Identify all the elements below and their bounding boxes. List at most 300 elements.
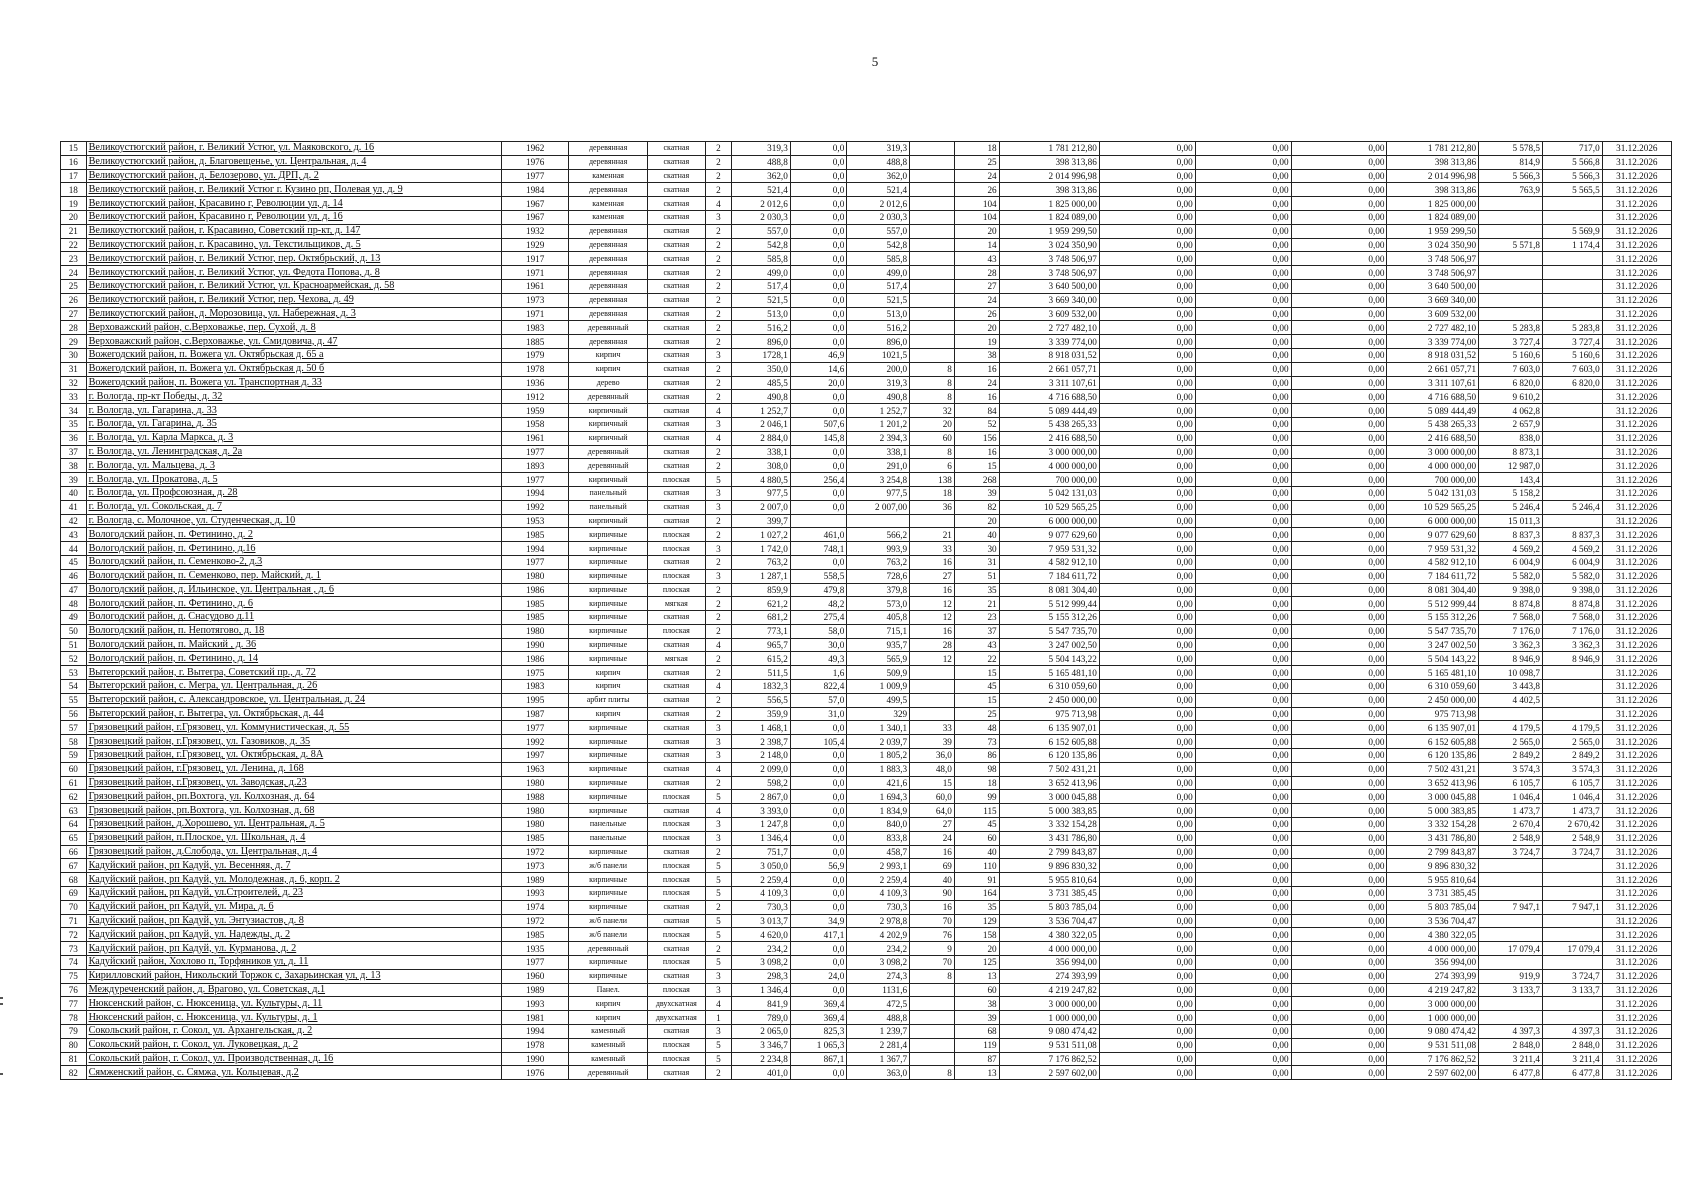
residents-count-cell: 27 [954, 279, 999, 293]
cost-per-sqm-cell: 7 603,0 [1479, 362, 1543, 376]
wall-material-cell: кирпичный [569, 404, 648, 418]
total-area-cell: 841,9 [732, 997, 791, 1011]
residential-area-cell: 2 007,00 [847, 500, 910, 514]
completion-date-cell: 31.12.2026 [1602, 942, 1671, 956]
completion-date-cell: 31.12.2026 [1602, 1052, 1671, 1066]
year-built-cell: 1985 [502, 597, 569, 611]
table-row [61, 431, 1672, 445]
residential-area-cell: 585,8 [847, 252, 910, 266]
local-funds-cell: 0,00 [1291, 142, 1387, 156]
residential-area-cell: 935,7 [847, 638, 910, 652]
floors-cell: 1 [705, 1011, 732, 1025]
floors-cell: 2 [705, 266, 732, 280]
total-area-cell: 488,8 [732, 155, 791, 169]
local-funds-cell: 0,00 [1291, 831, 1387, 845]
address-cell: Великоустюгский район, г. Великий Устюг г. Кузино рп, Полевая ул, д. 9 [86, 183, 502, 197]
residents-count-cell: 158 [954, 928, 999, 942]
year-built-cell: 1983 [502, 321, 569, 335]
row-number-cell: 22 [61, 238, 87, 252]
year-built-cell: 1989 [502, 873, 569, 887]
wall-material-cell: кирпич [569, 997, 648, 1011]
address-cell: Кадуйский район, рп Кадуй, ул. Энтузиастов, д. 8 [86, 914, 502, 928]
completion-date-cell: 31.12.2026 [1602, 900, 1671, 914]
total-cost-cell: 3 000 000,00 [999, 997, 1099, 1011]
cost-per-sqm-cell: 5 582,0 [1479, 569, 1543, 583]
roof-type-cell: плоская [648, 624, 706, 638]
completion-date-cell: 31.12.2026 [1602, 693, 1671, 707]
wall-material-cell: кирпичные [569, 969, 648, 983]
residents-count-cell: 98 [954, 762, 999, 776]
nonresidential-area-cell: 0,0 [790, 183, 846, 197]
roof-type-cell: скатная [648, 321, 706, 335]
owners-funds-cell: 3 332 154,28 [1387, 818, 1479, 832]
roof-type-cell: плоская [648, 542, 706, 556]
local-funds-cell: 0,00 [1291, 818, 1387, 832]
year-built-cell: 1961 [502, 431, 569, 445]
cost-per-sqm-cell: 8 946,9 [1479, 652, 1543, 666]
cost-per-sqm-cell: 4 402,5 [1479, 693, 1543, 707]
limit-cost-per-sqm-cell [1543, 928, 1603, 942]
nonresidential-area-cell [790, 514, 846, 528]
owners-funds-cell: 356 994,00 [1387, 956, 1479, 970]
residents-count-cell: 35 [954, 900, 999, 914]
regional-funds-cell: 0,00 [1195, 555, 1291, 569]
limit-cost-per-sqm-cell [1543, 859, 1603, 873]
local-funds-cell: 0,00 [1291, 735, 1387, 749]
address-cell: Грязовецкий район, д.Слобода, ул. Центральная, д. 4 [86, 845, 502, 859]
completion-date-cell: 31.12.2026 [1602, 804, 1671, 818]
total-area-cell: 2 065,0 [732, 1025, 791, 1039]
completion-date-cell: 31.12.2026 [1602, 142, 1671, 156]
cost-per-sqm-cell: 10 098,7 [1479, 666, 1543, 680]
residential-area-cell: 513,0 [847, 307, 910, 321]
local-funds-cell: 0,00 [1291, 542, 1387, 556]
year-built-cell: 1985 [502, 611, 569, 625]
completion-date-cell: 31.12.2026 [1602, 542, 1671, 556]
residential-area-cell: 1 340,1 [847, 721, 910, 735]
local-funds-cell: 0,00 [1291, 569, 1387, 583]
table-row [61, 528, 1672, 542]
floors-cell: 3 [705, 735, 732, 749]
federal-funds-cell: 0,00 [1099, 486, 1195, 500]
limit-cost-per-sqm-cell [1543, 887, 1603, 901]
owners-funds-cell: 3 339 774,00 [1387, 335, 1479, 349]
completion-date-cell: 31.12.2026 [1602, 831, 1671, 845]
regional-funds-cell: 0,00 [1195, 597, 1291, 611]
residential-area-cell: 499,0 [847, 266, 910, 280]
cost-per-sqm-cell: 6 820,0 [1479, 376, 1543, 390]
roof-type-cell: скатная [648, 142, 706, 156]
year-built-cell: 1992 [502, 500, 569, 514]
nonresidential-area-cell: 58,0 [790, 624, 846, 638]
limit-cost-per-sqm-cell [1543, 486, 1603, 500]
table-row [61, 569, 1672, 583]
federal-funds-cell: 0,00 [1099, 142, 1195, 156]
limit-cost-per-sqm-cell [1543, 445, 1603, 459]
roof-type-cell: плоская [648, 818, 706, 832]
total-area-cell: 517,4 [732, 279, 791, 293]
address-cell: Великоустюгский район, г. Великий Устюг, пер. Октябрьский, д. 13 [86, 252, 502, 266]
regional-funds-cell: 0,00 [1195, 1066, 1291, 1080]
table-row [61, 348, 1672, 362]
apartments-count-cell: 33 [910, 721, 955, 735]
owners-funds-cell: 5 089 444,49 [1387, 404, 1479, 418]
roof-type-cell: мягкая [648, 652, 706, 666]
apartments-count-cell [910, 1011, 955, 1025]
row-number-cell: 58 [61, 735, 87, 749]
federal-funds-cell: 0,00 [1099, 169, 1195, 183]
limit-cost-per-sqm-cell: 3 724,7 [1543, 969, 1603, 983]
cost-per-sqm-cell [1479, 266, 1543, 280]
roof-type-cell: скатная [648, 721, 706, 735]
owners-funds-cell: 4 000 000,00 [1387, 459, 1479, 473]
nonresidential-area-cell: 0,0 [790, 1066, 846, 1080]
regional-funds-cell: 0,00 [1195, 749, 1291, 763]
address-cell: г. Вологда, ул. Карла Маркса, д. 3 [86, 431, 502, 445]
regional-funds-cell: 0,00 [1195, 624, 1291, 638]
row-number-cell: 56 [61, 707, 87, 721]
total-cost-cell: 2 597 602,00 [999, 1066, 1099, 1080]
total-area-cell: 319,3 [732, 142, 791, 156]
wall-material-cell: панельный [569, 500, 648, 514]
completion-date-cell: 31.12.2026 [1602, 735, 1671, 749]
row-number-cell: 49 [61, 611, 87, 625]
total-cost-cell: 3 311 107,61 [999, 376, 1099, 390]
total-cost-cell: 2 727 482,10 [999, 321, 1099, 335]
completion-date-cell: 31.12.2026 [1602, 597, 1671, 611]
federal-funds-cell: 0,00 [1099, 693, 1195, 707]
row-number-cell: 44 [61, 542, 87, 556]
apartments-count-cell: 12 [910, 597, 955, 611]
year-built-cell: 1953 [502, 514, 569, 528]
local-funds-cell: 0,00 [1291, 611, 1387, 625]
floors-cell: 4 [705, 762, 732, 776]
owners-funds-cell: 7 959 531,32 [1387, 542, 1479, 556]
year-built-cell: 1978 [502, 362, 569, 376]
row-number-cell: 30 [61, 348, 87, 362]
completion-date-cell: 31.12.2026 [1602, 197, 1671, 211]
completion-date-cell: 31.12.2026 [1602, 390, 1671, 404]
regional-funds-cell: 0,00 [1195, 956, 1291, 970]
limit-cost-per-sqm-cell [1543, 956, 1603, 970]
regional-funds-cell: 0,00 [1195, 583, 1291, 597]
wall-material-cell: ж/б панели [569, 928, 648, 942]
apartments-count-cell: 32 [910, 404, 955, 418]
regional-funds-cell: 0,00 [1195, 859, 1291, 873]
residential-area-cell: 840,0 [847, 818, 910, 832]
table-row [61, 873, 1672, 887]
total-area-cell: 1 287,1 [732, 569, 791, 583]
nonresidential-area-cell: 57,0 [790, 693, 846, 707]
row-number-cell: 62 [61, 790, 87, 804]
regional-funds-cell: 0,00 [1195, 707, 1291, 721]
regional-funds-cell: 0,00 [1195, 514, 1291, 528]
wall-material-cell: кирпичные [569, 762, 648, 776]
table-row [61, 500, 1672, 514]
roof-type-cell: скатная [648, 914, 706, 928]
wall-material-cell: кирпичные [569, 735, 648, 749]
address-cell: Великоустюгский район, д. Белозерово, ул. ДРП, д. 2 [86, 169, 502, 183]
limit-cost-per-sqm-cell: 5 565,5 [1543, 183, 1603, 197]
federal-funds-cell: 0,00 [1099, 666, 1195, 680]
cost-per-sqm-cell: 8 837,3 [1479, 528, 1543, 542]
total-area-cell: 499,0 [732, 266, 791, 280]
total-area-cell: 615,2 [732, 652, 791, 666]
row-number-cell: 66 [61, 845, 87, 859]
table-row [61, 845, 1672, 859]
year-built-cell: 1885 [502, 335, 569, 349]
local-funds-cell: 0,00 [1291, 983, 1387, 997]
owners-funds-cell: 2 661 057,71 [1387, 362, 1479, 376]
regional-funds-cell: 0,00 [1195, 321, 1291, 335]
local-funds-cell: 0,00 [1291, 528, 1387, 542]
local-funds-cell: 0,00 [1291, 956, 1387, 970]
owners-funds-cell: 2 727 482,10 [1387, 321, 1479, 335]
residents-count-cell: 52 [954, 417, 999, 431]
local-funds-cell: 0,00 [1291, 266, 1387, 280]
owners-funds-cell: 5 165 481,10 [1387, 666, 1479, 680]
apartments-count-cell [910, 348, 955, 362]
limit-cost-per-sqm-cell: 3 362,3 [1543, 638, 1603, 652]
wall-material-cell: кирпич [569, 1011, 648, 1025]
nonresidential-area-cell: 0,0 [790, 142, 846, 156]
total-area-cell: 308,0 [732, 459, 791, 473]
limit-cost-per-sqm-cell: 7 603,0 [1543, 362, 1603, 376]
floors-cell: 3 [705, 721, 732, 735]
completion-date-cell: 31.12.2026 [1602, 183, 1671, 197]
federal-funds-cell: 0,00 [1099, 348, 1195, 362]
nonresidential-area-cell: 479,8 [790, 583, 846, 597]
apartments-count-cell: 70 [910, 914, 955, 928]
row-number-cell: 57 [61, 721, 87, 735]
total-area-cell: 2 007,0 [732, 500, 791, 514]
roof-type-cell: скатная [648, 335, 706, 349]
residents-count-cell: 39 [954, 486, 999, 500]
limit-cost-per-sqm-cell [1543, 390, 1603, 404]
total-cost-cell: 8 918 031,52 [999, 348, 1099, 362]
regional-funds-cell: 0,00 [1195, 266, 1291, 280]
year-built-cell: 1985 [502, 528, 569, 542]
federal-funds-cell: 0,00 [1099, 279, 1195, 293]
apartments-count-cell [910, 693, 955, 707]
year-built-cell: 1980 [502, 776, 569, 790]
residents-count-cell: 31 [954, 555, 999, 569]
limit-cost-per-sqm-cell: 8 946,9 [1543, 652, 1603, 666]
regional-funds-cell: 0,00 [1195, 1011, 1291, 1025]
roof-type-cell: скатная [648, 666, 706, 680]
address-cell: Вытегорский район, г. Вытегра, Советский пр., д. 72 [86, 666, 502, 680]
residents-count-cell: 110 [954, 859, 999, 873]
row-number-cell: 46 [61, 569, 87, 583]
total-area-cell: 2 030,3 [732, 210, 791, 224]
table-row [61, 459, 1672, 473]
cost-per-sqm-cell: 4 179,5 [1479, 721, 1543, 735]
row-number-cell: 20 [61, 210, 87, 224]
row-number-cell: 50 [61, 624, 87, 638]
local-funds-cell: 0,00 [1291, 666, 1387, 680]
year-built-cell: 1988 [502, 790, 569, 804]
cost-per-sqm-cell [1479, 887, 1543, 901]
row-number-cell: 15 [61, 142, 87, 156]
wall-material-cell: кирпичный [569, 417, 648, 431]
year-built-cell: 1959 [502, 404, 569, 418]
owners-funds-cell: 5 438 265,33 [1387, 417, 1479, 431]
residents-count-cell: 20 [954, 321, 999, 335]
apartments-count-cell [910, 514, 955, 528]
total-cost-cell: 1 000 000,00 [999, 1011, 1099, 1025]
owners-funds-cell: 6 120 135,86 [1387, 749, 1479, 763]
total-cost-cell: 3 731 385,45 [999, 887, 1099, 901]
residents-count-cell: 24 [954, 169, 999, 183]
cost-per-sqm-cell [1479, 210, 1543, 224]
limit-cost-per-sqm-cell [1543, 473, 1603, 487]
federal-funds-cell: 0,00 [1099, 611, 1195, 625]
limit-cost-per-sqm-cell: 2 548,9 [1543, 831, 1603, 845]
floors-cell: 2 [705, 224, 732, 238]
cost-per-sqm-cell: 6 004,9 [1479, 555, 1543, 569]
cost-per-sqm-cell: 1 046,4 [1479, 790, 1543, 804]
completion-date-cell: 31.12.2026 [1602, 404, 1671, 418]
cost-per-sqm-cell: 5 283,8 [1479, 321, 1543, 335]
owners-funds-cell: 3 731 385,45 [1387, 887, 1479, 901]
owners-funds-cell: 6 152 605,88 [1387, 735, 1479, 749]
address-cell: Великоустюгский район, д. Морозовица, ул. Набережная, д. 3 [86, 307, 502, 321]
apartments-count-cell: 24 [910, 831, 955, 845]
apartments-count-cell: 70 [910, 956, 955, 970]
table-row [61, 652, 1672, 666]
local-funds-cell: 0,00 [1291, 321, 1387, 335]
residents-count-cell: 18 [954, 142, 999, 156]
row-number-cell: 77 [61, 997, 87, 1011]
total-cost-cell: 9 896 830,32 [999, 859, 1099, 873]
cost-per-sqm-cell: 6 477,8 [1479, 1066, 1543, 1080]
year-built-cell: 1971 [502, 266, 569, 280]
row-number-cell: 28 [61, 321, 87, 335]
local-funds-cell: 0,00 [1291, 597, 1387, 611]
total-cost-cell: 2 799 843,87 [999, 845, 1099, 859]
limit-cost-per-sqm-cell: 5 569,9 [1543, 224, 1603, 238]
residents-count-cell: 125 [954, 956, 999, 970]
total-cost-cell: 6 000 000,00 [999, 514, 1099, 528]
completion-date-cell: 31.12.2026 [1602, 445, 1671, 459]
wall-material-cell: кирпичные [569, 749, 648, 763]
residents-count-cell: 129 [954, 914, 999, 928]
apartments-count-cell: 36 [910, 500, 955, 514]
apartments-count-cell: 27 [910, 818, 955, 832]
table-row [61, 183, 1672, 197]
total-area-cell: 399,7 [732, 514, 791, 528]
address-cell: г. Вологда, с. Молочное, ул. Студенческая, д. 10 [86, 514, 502, 528]
residents-count-cell: 43 [954, 638, 999, 652]
table-row [61, 252, 1672, 266]
address-cell: Грязовецкий район, г.Грязовец, ул. Коммунистическая, д. 55 [86, 721, 502, 735]
completion-date-cell: 31.12.2026 [1602, 528, 1671, 542]
address-cell: Сямженский район, с. Сямжа, ул. Кольцевая, д.2 [86, 1066, 502, 1080]
cost-per-sqm-cell [1479, 914, 1543, 928]
roof-type-cell: скатная [648, 238, 706, 252]
wall-material-cell: деревянная [569, 335, 648, 349]
year-built-cell: 1976 [502, 155, 569, 169]
federal-funds-cell: 0,00 [1099, 183, 1195, 197]
nonresidential-area-cell: 0,0 [790, 749, 846, 763]
total-cost-cell: 3 024 350,90 [999, 238, 1099, 252]
local-funds-cell: 0,00 [1291, 749, 1387, 763]
year-built-cell: 1985 [502, 928, 569, 942]
row-number-cell: 72 [61, 928, 87, 942]
regional-funds-cell: 0,00 [1195, 500, 1291, 514]
local-funds-cell: 0,00 [1291, 583, 1387, 597]
address-cell: Вытегорский район, с. Александровское, ул. Центральная, д. 24 [86, 693, 502, 707]
wall-material-cell: кирпичные [569, 845, 648, 859]
completion-date-cell: 31.12.2026 [1602, 348, 1671, 362]
nonresidential-area-cell: 0,0 [790, 818, 846, 832]
nonresidential-area-cell: 48,2 [790, 597, 846, 611]
owners-funds-cell: 274 393,99 [1387, 969, 1479, 983]
completion-date-cell: 31.12.2026 [1602, 790, 1671, 804]
owners-funds-cell: 4 000 000,00 [1387, 942, 1479, 956]
federal-funds-cell: 0,00 [1099, 1066, 1195, 1080]
cost-per-sqm-cell: 2 548,9 [1479, 831, 1543, 845]
total-cost-cell: 5 165 481,10 [999, 666, 1099, 680]
residential-area-cell: 458,7 [847, 845, 910, 859]
residents-count-cell: 15 [954, 459, 999, 473]
floors-cell: 2 [705, 252, 732, 266]
regional-funds-cell: 0,00 [1195, 638, 1291, 652]
table-row [61, 486, 1672, 500]
cost-per-sqm-cell [1479, 293, 1543, 307]
table-row [61, 983, 1672, 997]
year-built-cell: 1994 [502, 1025, 569, 1039]
address-cell: Вожегодский район, п. Вожега ул. Октябрьская д. 65 а [86, 348, 502, 362]
wall-material-cell: панельные [569, 831, 648, 845]
completion-date-cell: 31.12.2026 [1602, 321, 1671, 335]
address-cell: Грязовецкий район, рп.Вохтога, ул. Колхозная, д. 68 [86, 804, 502, 818]
year-built-cell: 1980 [502, 624, 569, 638]
regional-funds-cell: 0,00 [1195, 776, 1291, 790]
owners-funds-cell: 9 896 830,32 [1387, 859, 1479, 873]
address-cell: Верховажский район, с.Верховажье, ул. Смидовича, д. 47 [86, 335, 502, 349]
year-built-cell: 1960 [502, 969, 569, 983]
limit-cost-per-sqm-cell [1543, 210, 1603, 224]
local-funds-cell: 0,00 [1291, 887, 1387, 901]
total-area-cell: 556,5 [732, 693, 791, 707]
regional-funds-cell: 0,00 [1195, 459, 1291, 473]
floors-cell: 3 [705, 818, 732, 832]
completion-date-cell: 31.12.2026 [1602, 914, 1671, 928]
table-row [61, 362, 1672, 376]
cost-per-sqm-cell: 8 873,1 [1479, 445, 1543, 459]
table-row [61, 666, 1672, 680]
floors-cell: 2 [705, 666, 732, 680]
address-cell: Великоустюгский район, Красавино г, Революции ул, д. 14 [86, 197, 502, 211]
cost-per-sqm-cell: 4 062,8 [1479, 404, 1543, 418]
year-built-cell: 1974 [502, 900, 569, 914]
federal-funds-cell: 0,00 [1099, 431, 1195, 445]
residential-area-cell: 2 281,4 [847, 1038, 910, 1052]
total-cost-cell: 2 416 688,50 [999, 431, 1099, 445]
residents-count-cell: 40 [954, 845, 999, 859]
nonresidential-area-cell: 0,0 [790, 210, 846, 224]
residents-count-cell: 99 [954, 790, 999, 804]
residential-area-cell: 557,0 [847, 224, 910, 238]
regional-funds-cell: 0,00 [1195, 1038, 1291, 1052]
floors-cell: 2 [705, 307, 732, 321]
floors-cell: 3 [705, 749, 732, 763]
total-cost-cell: 2 450 000,00 [999, 693, 1099, 707]
limit-cost-per-sqm-cell: 3 727,4 [1543, 335, 1603, 349]
row-number-cell: 74 [61, 956, 87, 970]
roof-type-cell: скатная [648, 514, 706, 528]
